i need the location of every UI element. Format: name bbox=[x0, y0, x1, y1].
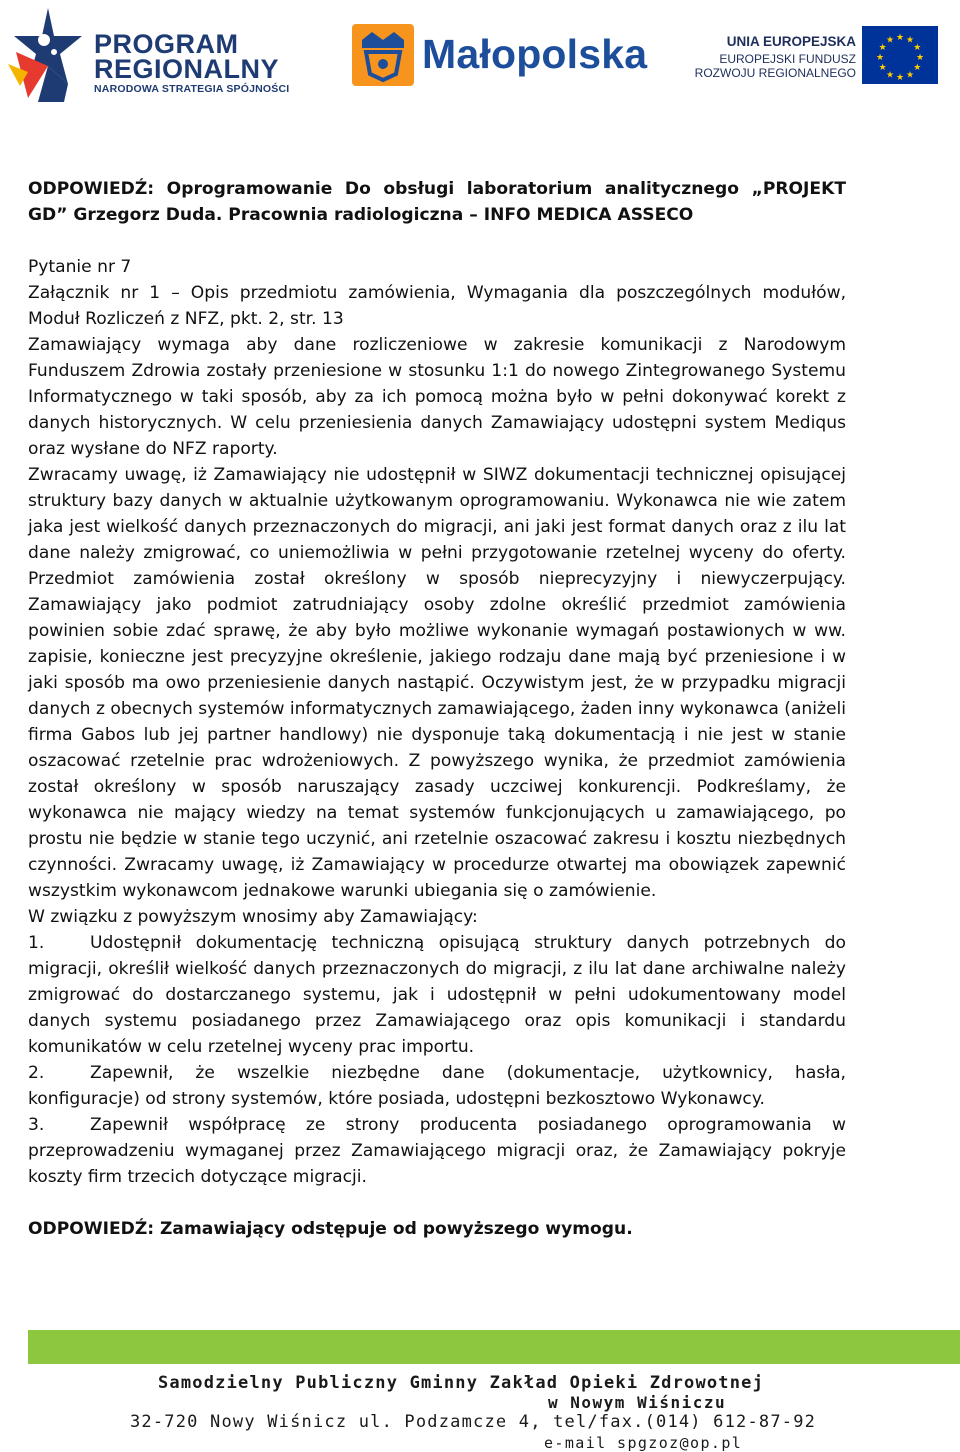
question-title: Pytanie nr 7 bbox=[28, 257, 132, 277]
eu-logo-line1: UNIA EUROPEJSKA bbox=[726, 34, 856, 49]
malopolska-logo bbox=[352, 24, 652, 86]
svg-text:★: ★ bbox=[878, 43, 887, 53]
svg-text:★: ★ bbox=[875, 53, 885, 63]
request-text: Udostępnił dokumentację techniczną opisującą struktury danych potrzebnych do migracji, określił wielkość danych przeznaczonych do migracji, z ilu lat dane archiwalne należy zmigrować do dostarczanego systemu, jak i udostępnił w pełni udokumentowany model danych systemu posiadanego przez Zamawiającego oraz opis komunikacji i standardu komunikatów w celu rzetelnej wyceny prac importu. bbox=[28, 933, 846, 1057]
request-intro: W związku z powyższym wnosimy aby Zamawiający: bbox=[28, 907, 478, 927]
request-item-3 bbox=[28, 1112, 846, 1190]
document-body bbox=[28, 176, 846, 1242]
spacer bbox=[28, 228, 846, 254]
svg-text:★: ★ bbox=[885, 35, 895, 46]
program-logo-line3: NARODOWA STRATEGIA SPÓJNOŚCI bbox=[94, 83, 290, 95]
request-text: Zapewnił współpracę ze strony producenta posiadanego oprogramowania w przeprowadzeniu wymaganej przez Zamawiającego migracji oraz, że Zamawiający pokryje koszty firm trzecich dotyczące migracji. bbox=[28, 1115, 846, 1187]
request-number: 1. bbox=[28, 933, 45, 953]
footer-institution-name: Samodzielny Publiczny Gminny Zakład Opieki Zdrowotnej bbox=[158, 1373, 765, 1393]
malopolska-crest-icon bbox=[352, 24, 414, 86]
eu-logo-line3: ROZWOJU REGIONALNEGO bbox=[694, 66, 856, 80]
svg-text:★: ★ bbox=[915, 53, 925, 63]
request-item-2 bbox=[28, 1060, 846, 1112]
eu-logo-line2: EUROPEJSKI FUNDUSZ bbox=[719, 52, 856, 66]
svg-text:★: ★ bbox=[895, 73, 905, 83]
eu-logo bbox=[690, 22, 952, 88]
footer bbox=[0, 1322, 960, 1452]
request-item-1 bbox=[28, 930, 846, 1060]
program-regionalny-logo bbox=[8, 6, 318, 104]
footer-town: w Nowym Wiśniczu bbox=[548, 1393, 727, 1412]
intro-answer: ODPOWIEDŹ: Oprogramowanie Do obsługi laboratorium analitycznego „PROJEKT GD” Grzegorz Duda. Pracownia radiologiczna – INFO MEDICA ASSECO bbox=[28, 179, 846, 225]
svg-text:★: ★ bbox=[913, 63, 922, 73]
malopolska-logo-text: Małopolska bbox=[422, 31, 648, 77]
question-argument: Zwracamy uwagę, iż Zamawiający nie udostępnił w SIWZ dokumentacji technicznej opisującej struktury bazy danych w aktualnie użytkowanym oprogramowaniu. Wykonawca nie wie zatem jaka jest wielkość danych przeznaczonych do migracji, ani jaki jest format danych oraz z ilu lat dane należy zmigrować, co uniemożliwia w pełni przygotowanie rzetelnej wyceny do oferty. Przedmiot zamówienia został określony w sposób nieprecyzyjny i niewyczerpujący. Zamawiający jako podmiot zatrudniający osoby zdolne określić przedmiot zamówienia powinien sobie zdać sprawę, że aby było możliwe wykonanie wymagań postawionych w ww. zapisie, konieczne jest precyzyjne określenie, jakiego rodzaju dane mają być przeniesione i w jaki sposób ma owo przeniesienie danych nastąpić. Oczywistym jest, że w przypadku migracji danych z obecnych systemów informatycznych zamawiającego, żaden inny wykonawca (aniżeli firma Gabos lub jej partner handlowy) nie dysponuje taką dokumentacją i nie jest w stanie oszacować rzetelnie prac wdrożeniowych. Z powyższego wynika, że przedmiot zamówienia został określony w sposób naruszający zasady uczciwej konkurencji. Podkreślamy, że wykonawca nie mający wiedzy na temat systemów funkcjonujących u zamawiającego, po prostu nie będzie w stanie tego uczynić, ani rzetelnie oszacować zakresu i kosztu niezbędnych czynności. Zwracamy uwagę, iż Zamawiający w procedurze otwartej ma obowiązek zapewnić wszystkim wykonawcom jednakowe warunki ubiegania się o zamówienie. bbox=[28, 465, 846, 901]
program-logo-line2: REGIONALNY bbox=[94, 54, 280, 84]
request-number: 3. bbox=[28, 1115, 45, 1135]
svg-text:★: ★ bbox=[905, 35, 915, 46]
final-answer: ODPOWIEDŹ: Zamawiający odstępuje od powyższego wymogu. bbox=[28, 1219, 633, 1239]
svg-text:★: ★ bbox=[905, 70, 915, 81]
spacer bbox=[28, 1190, 846, 1216]
svg-text:★: ★ bbox=[885, 70, 895, 81]
request-number: 2. bbox=[28, 1063, 45, 1083]
requirement-quote: Zamawiający wymaga aby dane rozliczeniowe w zakresie komunikacji z Narodowym Funduszem Zdrowia zostały przeniesione w stosunku 1:1 do nowego Zintegrowanego Systemu Informatycznego w taki sposób, aby za ich pomocą można było w pełni dokonywać korekt z danych historycznych. W celu przeniesienia danych Zamawiający udostępni system Mediqus oraz wysłane do NFZ raporty. bbox=[28, 335, 846, 459]
question-reference: Załącznik nr 1 – Opis przedmiotu zamówienia, Wymagania dla poszczególnych modułów, Moduł Rozliczeń z NFZ, pkt. 2, str. 13 bbox=[28, 283, 846, 329]
footer-email: e-mail spgzoz@op.pl bbox=[544, 1434, 743, 1452]
svg-text:★: ★ bbox=[913, 43, 922, 53]
eu-flag-icon bbox=[862, 26, 938, 84]
program-logo-line1: PROGRAM bbox=[94, 29, 239, 59]
program-star-icon bbox=[8, 6, 88, 104]
request-text: Zapewnił, że wszelkie niezbędne dane (dokumentacje, użytkownicy, hasła, konfiguracje) od strony systemów, które posiada, udostępni bezkosztowo Wykonawcy. bbox=[28, 1063, 846, 1109]
header-logos bbox=[0, 0, 960, 110]
svg-text:★: ★ bbox=[878, 63, 887, 73]
svg-text:★: ★ bbox=[895, 33, 905, 43]
footer-address: 32-720 Nowy Wiśnicz ul. Podzamcze 4, tel/fax.(014) 612-87-92 bbox=[130, 1412, 817, 1432]
footer-green-bar bbox=[28, 1330, 960, 1364]
